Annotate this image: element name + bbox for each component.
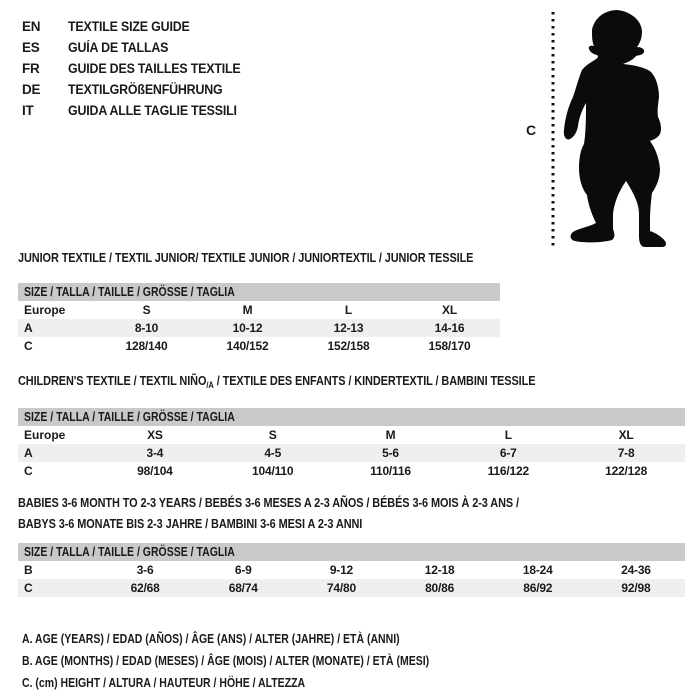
size-cell: 122/128	[605, 464, 648, 478]
size-header-bar	[18, 543, 685, 561]
size-cell: 6-7	[499, 446, 517, 460]
size-cell: 7-8	[617, 446, 635, 460]
children-table-section	[18, 373, 685, 480]
size-cell: 18-24	[522, 563, 553, 577]
size-cell: 5-6	[382, 446, 399, 460]
table-row	[18, 444, 685, 462]
footnote-b	[22, 650, 507, 672]
footnote-c	[22, 672, 507, 694]
size-cell: 68/74	[228, 581, 258, 595]
language-row	[22, 58, 256, 79]
row-label: Europe	[24, 428, 66, 442]
size-header-text: SIZE / TALLA / TAILLE / GRÖSSE / TAGLIA	[24, 410, 235, 424]
language-row	[22, 37, 256, 58]
footnote-text: C. (cm) HEIGHT / ALTURA / HAUTEUR / HÖHE / ALTEZZA	[22, 676, 306, 690]
size-cell: 24-36	[621, 563, 651, 577]
table-row	[18, 579, 685, 597]
size-cell: L	[504, 428, 512, 442]
row-label: A	[24, 446, 33, 460]
size-cell: 140/152	[226, 339, 269, 353]
size-cell: 80/86	[425, 581, 455, 595]
size-cell: 9-12	[329, 563, 354, 577]
children-table-title	[18, 373, 685, 393]
title-part: CHILDREN'S TEXTILE / TEXTIL NIÑO	[18, 373, 207, 388]
language-code: IT	[22, 103, 34, 118]
size-cell: XS	[147, 428, 163, 442]
size-cell: 158/170	[428, 339, 471, 353]
language-row	[22, 79, 256, 100]
babies-title-line1: BABIES 3-6 MONTH TO 2-3 YEARS / BEBÉS 3-6 MESES A 2-3 AÑOS / BÉBÉS 3-6 MOIS À 2-3 ANS /	[18, 495, 520, 510]
footnote-text: A. AGE (YEARS) / EDAD (AÑOS) / ÂGE (ANS) / ALTER (JAHRE) / ETÀ (ANNI)	[22, 632, 400, 646]
size-header-bar	[18, 408, 685, 426]
language-guide-title: TEXTILE SIZE GUIDE	[68, 19, 190, 34]
size-cell: 12-18	[424, 563, 455, 577]
size-cell: 92/98	[621, 581, 651, 595]
language-code: FR	[22, 61, 40, 76]
babies-table-title	[18, 492, 685, 534]
table-row	[18, 462, 685, 480]
size-cell: XL	[442, 303, 457, 317]
table-row	[18, 337, 500, 355]
size-cell: 10-12	[232, 321, 263, 335]
junior-table-title-text: JUNIOR TEXTILE / TEXTIL JUNIOR/ TEXTILE JUNIOR / JUNIORTEXTIL / JUNIOR TESSILE	[18, 250, 474, 265]
footnote-text: B. AGE (MONTHS) / EDAD (MESES) / ÂGE (MOIS) / ALTER (MONATE) / ETÀ (MESI)	[22, 654, 430, 668]
size-cell: 74/80	[326, 581, 356, 595]
children-table-title-text	[18, 373, 535, 393]
size-header-text: SIZE / TALLA / TAILLE / GRÖSSE / TAGLIA	[24, 285, 235, 299]
size-cell: L	[344, 303, 353, 317]
size-cell: M	[242, 303, 253, 317]
language-code: EN	[22, 19, 41, 34]
junior-table-title	[18, 250, 500, 265]
size-cell: 128/140	[125, 339, 168, 353]
table-row	[18, 426, 685, 444]
footnote-a	[22, 628, 507, 650]
row-label: C	[24, 464, 33, 478]
table-row	[18, 561, 685, 579]
row-label: Europe	[24, 303, 66, 317]
language-guide-title: TEXTILGRÖßENFÜHRUNG	[68, 82, 223, 97]
language-code: DE	[22, 82, 41, 97]
language-guide-title: GUIDE DES TAILLES TEXTILE	[68, 61, 241, 76]
babies-title-line2: BABYS 3-6 MONATE BIS 2-3 JAHRE / BAMBINI 3-6 MESI A 2-3 ANNI	[18, 516, 363, 531]
babies-size-table	[18, 543, 685, 597]
children-size-table	[18, 408, 685, 480]
row-label: C	[24, 581, 33, 595]
table-row	[18, 319, 500, 337]
size-cell: S	[142, 303, 151, 317]
size-cell: XL	[618, 428, 634, 442]
size-header-text: SIZE / TALLA / TAILLE / GRÖSSE / TAGLIA	[24, 545, 235, 559]
size-cell: 4-5	[264, 446, 282, 460]
row-label: A	[24, 321, 33, 335]
baby-figure	[500, 0, 700, 250]
size-cell: 110/116	[370, 464, 411, 478]
size-header-bar	[18, 283, 500, 301]
size-cell: 62/68	[130, 581, 160, 595]
size-cell: 104/110	[252, 464, 294, 478]
title-subscript: /A	[206, 380, 214, 390]
size-cell: 8-10	[134, 321, 159, 335]
table-row	[18, 301, 500, 319]
language-guide-list	[22, 16, 256, 121]
babies-table-section	[18, 492, 685, 597]
size-cell: M	[385, 428, 396, 442]
junior-size-table	[18, 283, 500, 355]
size-cell: 14-16	[434, 321, 465, 335]
size-cell: 152/158	[327, 339, 370, 353]
height-measure-label: C	[526, 122, 537, 138]
title-part: / TEXTILE DES ENFANTS / KINDERTEXTIL / BAMBINI TESSILE	[213, 373, 536, 388]
size-cell: 3-4	[146, 446, 164, 460]
size-cell: 86/92	[523, 581, 553, 595]
size-cell: 116/122	[487, 464, 529, 478]
language-guide-title: GUIDA ALLE TAGLIE TESSILI	[68, 103, 237, 118]
junior-table-section	[18, 250, 500, 355]
language-row	[22, 16, 256, 37]
baby-silhouette	[564, 10, 666, 247]
size-cell: 98/104	[137, 464, 173, 478]
size-cell: 12-13	[333, 321, 364, 335]
language-guide-title: GUÍA DE TALLAS	[68, 40, 169, 55]
size-cell: S	[268, 428, 277, 442]
language-row	[22, 100, 256, 121]
row-label: C	[24, 339, 33, 353]
footnotes	[22, 628, 507, 694]
size-cell: 6-9	[234, 563, 252, 577]
size-cell: 3-6	[136, 563, 154, 577]
row-label: B	[24, 563, 33, 577]
language-code: ES	[22, 40, 40, 55]
